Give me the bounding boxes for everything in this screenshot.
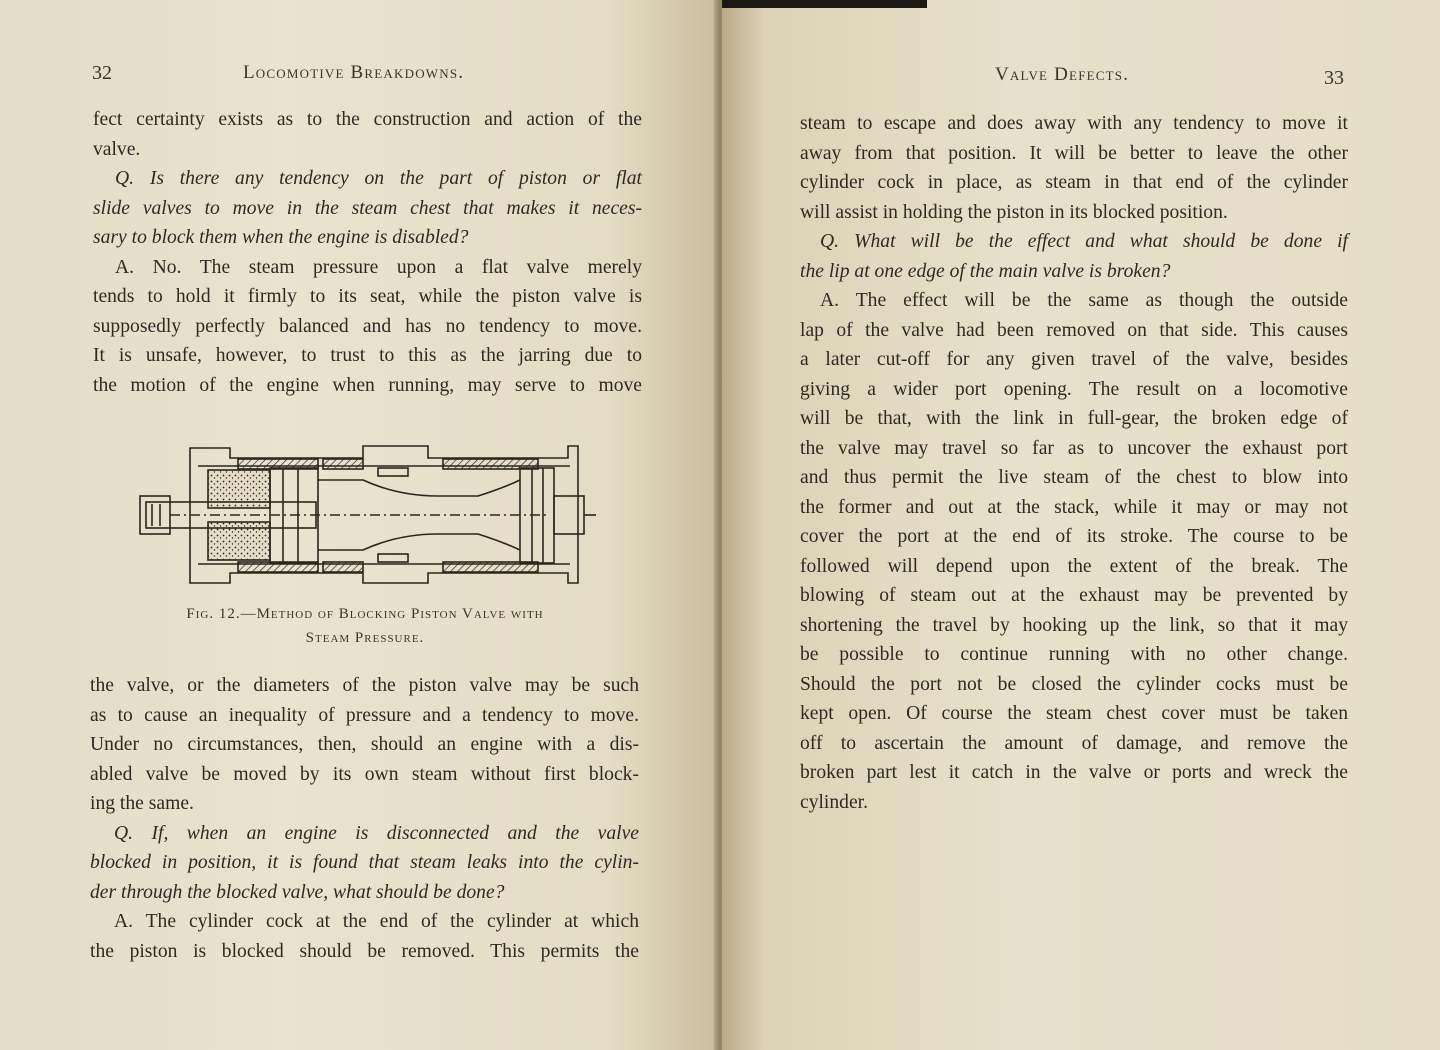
text-line: cover the port at the end of its stroke. The course to be (800, 526, 1348, 547)
right-page (722, 0, 1440, 1050)
text-line: steam to escape and does away with any tendency to move it (800, 113, 1348, 134)
text-line: giving a wider port opening. The result on a locomotive (800, 378, 1348, 400)
text-line: the valve, or the diameters of the piston valve may be such (90, 675, 639, 696)
page-number: 33 (1324, 67, 1344, 89)
text-line: Q. What will be the effect and what should be done if (820, 231, 1348, 252)
text-line: abled valve be moved by its own steam without first block- (90, 763, 639, 785)
text-line: valve. (93, 138, 141, 160)
text-line: be possible to continue running with no other change. (800, 644, 1348, 665)
page-number: 32 (92, 62, 112, 84)
text-line: Under no circumstances, then, should an engine with a dis- (90, 734, 639, 755)
text-line: and thus permit the live steam of the chest to blow into (800, 467, 1348, 488)
text-line: cylinder. (800, 791, 869, 813)
running-head: Valve Defects. (995, 64, 1130, 85)
text-line: ing the same. (90, 793, 194, 814)
text-line: away from that position. It will be better to leave the other (800, 142, 1348, 164)
text-line: A. The cylinder cock at the end of the cylinder at which (114, 911, 639, 932)
text-line: followed will depend upon the extent of the break. The (800, 555, 1348, 577)
text-line: supposedly perfectly balanced and has no tendency to move. (93, 315, 642, 337)
left-page (0, 0, 718, 1050)
text-line: the motion of the engine when running, may serve to move (93, 374, 642, 396)
running-head: Locomotive Breakdowns. (243, 62, 465, 83)
text-line: slide valves to move in the steam chest that makes it neces- (93, 197, 642, 219)
text-line: broken part lest it catch in the valve or ports and wreck the (800, 762, 1348, 783)
binding-shadow (722, 0, 927, 8)
text-line: sary to block them when the engine is disabled? (93, 227, 469, 248)
text-line: der through the blocked valve, what should be done? (90, 881, 505, 903)
figure-caption-line-1: Fig. 12.—Method of Blocking Piston Valve with (186, 606, 544, 622)
text-line: cylinder cock in place, as steam in that end of the cylinder (800, 172, 1348, 193)
text-line: lap of the valve had been removed on that side. This causes (800, 319, 1348, 341)
text-line: will assist in holding the piston in its blocked position. (800, 201, 1228, 223)
text-line: blocked in position, it is found that steam leaks into the cylin- (90, 852, 639, 873)
figure-caption-line-2: Steam Pressure. (305, 630, 425, 646)
text-line: kept open. Of course the steam chest cover must be taken (800, 703, 1348, 724)
text-line: It is unsafe, however, to trust to this as the jarring due to (93, 345, 642, 366)
text-line: a later cut-off for any given travel of the valve, besides (800, 349, 1348, 370)
text-line: Should the port not be closed the cylinder cocks must be (800, 673, 1348, 695)
text-line: the lip at one edge of the main valve is broken? (800, 260, 1171, 282)
text-line: off to ascertain the amount of damage, and remove the (800, 732, 1348, 754)
text-line: blowing of steam out at the exhaust may be prevented by (800, 585, 1348, 606)
text-line: A. No. The steam pressure upon a flat valve merely (115, 256, 642, 278)
text-line: fect certainty exists as to the construction and action of the (93, 109, 642, 130)
text-line: Q. If, when an engine is disconnected and the valve (114, 822, 639, 844)
piston-valve-figure (138, 438, 598, 588)
text-line: tends to hold it firmly to its seat, while the piston valve is (93, 286, 642, 307)
text-line: the piston is blocked should be removed. This permits the (90, 940, 639, 962)
text-line: Q. Is there any tendency on the part of piston or flat (115, 168, 642, 189)
text-line: the former and out at the stack, while it may or may not (800, 496, 1348, 518)
text-line: the valve may travel so far as to uncover the exhaust port (800, 437, 1348, 459)
text-line: will be that, with the link in full-gear, the broken edge of (800, 408, 1348, 429)
text-line: A. The effect will be the same as though the outside (820, 290, 1348, 311)
text-line: as to cause an inequality of pressure and a tendency to move. (90, 704, 639, 726)
text-line: shortening the travel by hooking up the link, so that it may (800, 614, 1348, 636)
